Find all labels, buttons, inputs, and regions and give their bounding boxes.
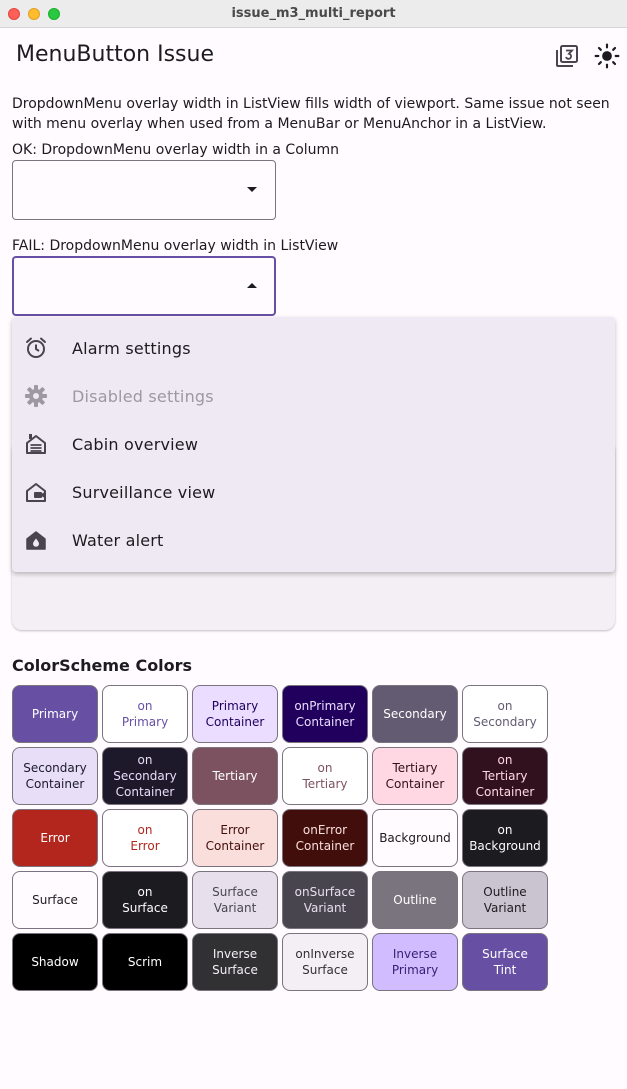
window-titlebar: [0, 0, 627, 28]
brightness-icon[interactable]: [593, 42, 621, 70]
alarm-icon: [24, 336, 48, 360]
color-swatch-background: Background: [372, 809, 458, 867]
color-swatch-outline: Outline: [372, 871, 458, 929]
dropdown-overlay-menu: [12, 317, 615, 572]
chevron-up-icon: [247, 283, 257, 288]
color-swatch-onprimary-container: onPrimary Container: [282, 685, 368, 743]
color-swatch-on-secondary: on Secondary: [462, 685, 548, 743]
water-alert-icon: [24, 528, 48, 552]
filter-3-icon[interactable]: [553, 42, 581, 70]
fail-label: FAIL: DropdownMenu overlay width in ListView: [12, 238, 339, 254]
color-swatch-tertiary: Tertiary: [192, 747, 278, 805]
color-swatch-secondary: Secondary: [372, 685, 458, 743]
color-swatch-primary: Primary: [12, 685, 98, 743]
column-dropdown-menu[interactable]: [12, 160, 276, 220]
menu-item-label: Surveillance view: [72, 482, 216, 502]
color-swatch-on-primary: on Primary: [102, 685, 188, 743]
menu-item-alarm-settings[interactable]: [12, 324, 615, 372]
settings-icon: [24, 384, 48, 408]
menu-item-label: Cabin overview: [72, 434, 199, 454]
color-swatch-on-tertiary-container: on Tertiary Container: [462, 747, 548, 805]
color-swatch-error: Error: [12, 809, 98, 867]
color-swatch-primary-container: Primary Container: [192, 685, 278, 743]
surveillance-icon: [24, 480, 48, 504]
color-swatch-error-container: Error Container: [192, 809, 278, 867]
menu-item-label: Alarm settings: [72, 338, 191, 358]
colorscheme-title: ColorScheme Colors: [12, 656, 193, 675]
color-swatch-scrim: Scrim: [102, 933, 188, 991]
color-swatch-surface-tint: Surface Tint: [462, 933, 548, 991]
color-swatch-onerror-container: onError Container: [282, 809, 368, 867]
colorscheme-grid: [12, 685, 552, 991]
menu-item-cabin-overview[interactable]: [12, 420, 615, 468]
color-swatch-surface: Surface: [12, 871, 98, 929]
color-swatch-inverse-primary: Inverse Primary: [372, 933, 458, 991]
color-swatch-on-surface: on Surface: [102, 871, 188, 929]
color-swatch-on-error: on Error: [102, 809, 188, 867]
ok-label: OK: DropdownMenu overlay width in a Column: [12, 142, 340, 158]
color-swatch-oninverse-surface: onInverse Surface: [282, 933, 368, 991]
color-swatch-inverse-surface: Inverse Surface: [192, 933, 278, 991]
window-title: issue_m3_multi_report: [231, 6, 396, 21]
page-title: MenuButton Issue: [16, 42, 214, 67]
menu-item-surveillance-view[interactable]: [12, 468, 615, 516]
cabin-icon: [24, 432, 48, 456]
color-swatch-secondary-container: Secondary Container: [12, 747, 98, 805]
color-swatch-surface-variant: Surface Variant: [192, 871, 278, 929]
listview-dropdown-menu[interactable]: [12, 256, 276, 316]
issue-description: DropdownMenu overlay width in ListView fills width of viewport. Same issue not seen with menu overlay when used from a MenuBar or MenuAnchor in a ListView.: [12, 96, 610, 132]
menu-item-label: Water alert: [72, 530, 164, 550]
color-swatch-on-background: on Background: [462, 809, 548, 867]
color-swatch-on-tertiary: on Tertiary: [282, 747, 368, 805]
menu-item-label: Disabled settings: [72, 386, 214, 406]
color-swatch-outline-variant: Outline Variant: [462, 871, 548, 929]
color-swatch-tertiary-container: Tertiary Container: [372, 747, 458, 805]
color-swatch-onsurface-variant: onSurface Variant: [282, 871, 368, 929]
color-swatch-shadow: Shadow: [12, 933, 98, 991]
chevron-down-icon: [247, 187, 257, 192]
menu-item-disabled-settings: [12, 372, 615, 420]
menu-item-water-alert[interactable]: [12, 516, 615, 564]
color-swatch-on-secondary-container: on Secondary Container: [102, 747, 188, 805]
